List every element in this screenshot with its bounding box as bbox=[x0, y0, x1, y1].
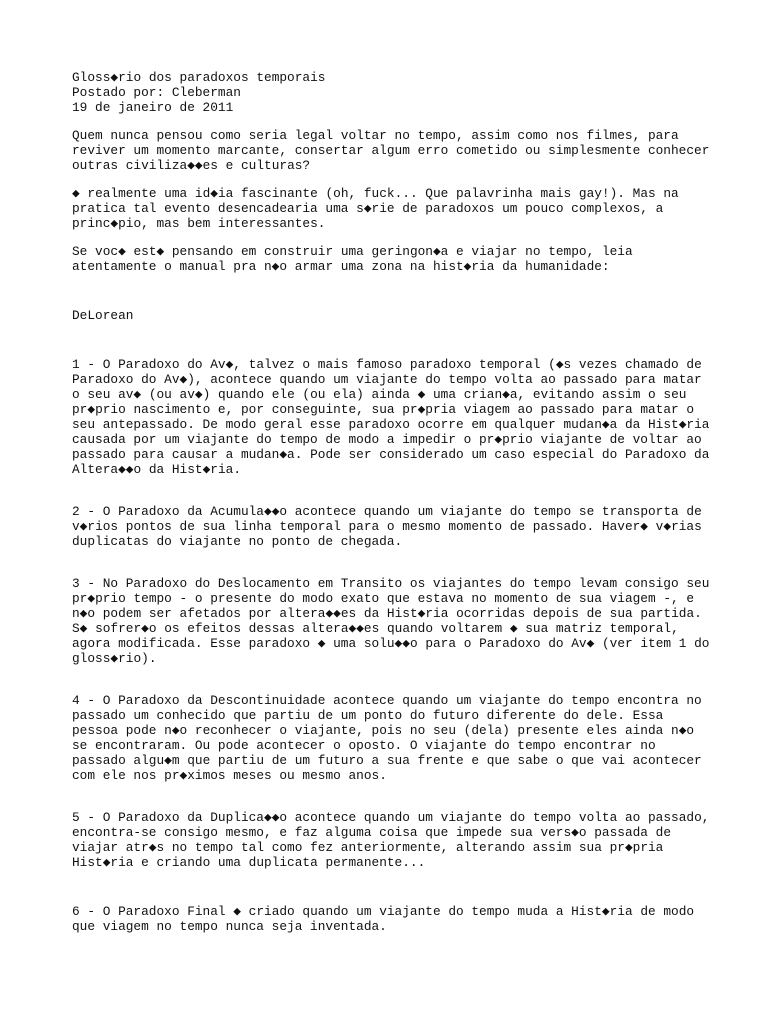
post-header bbox=[72, 70, 712, 115]
paragraph-3 bbox=[72, 244, 712, 274]
glossary-item-3 bbox=[72, 576, 712, 666]
text-line: v◆rios pontos de sua linha temporal para o mesmo momento de passado. Haver◆ v◆rias bbox=[72, 519, 702, 534]
post-title: Gloss◆rio dos paradoxos temporais bbox=[72, 70, 326, 85]
paragraph-2 bbox=[72, 186, 712, 231]
text-line: passado para causar a mudan◆a. Pode ser considerado um caso especial do Paradoxo da bbox=[72, 447, 710, 462]
text-line: Quem nunca pensou como seria legal voltar no tempo, assim como nos filmes, para bbox=[72, 128, 679, 143]
text-line: n◆o podem ser afetados por altera◆◆es da Hist◆ria ocorridas depois de sua partida. bbox=[72, 606, 702, 621]
document-page bbox=[72, 70, 712, 934]
text-line: 5 - O Paradoxo da Duplica◆◆o acontece quando um viajante do tempo volta ao passado, bbox=[72, 810, 710, 825]
text-line: 1 - O Paradoxo do Av◆, talvez o mais famoso paradoxo temporal (◆s vezes chamado de bbox=[72, 357, 702, 372]
text-line: atentamente o manual pra n◆o armar uma zona na hist◆ria da humanidade: bbox=[72, 259, 610, 274]
text-line: Altera◆◆o da Hist◆ria. bbox=[72, 462, 242, 477]
text-line: causada por um viajante do tempo de modo a impedir o pr◆prio viajante de voltar ao bbox=[72, 432, 702, 447]
text-line: princ◆pio, mas bem interessantes. bbox=[72, 216, 326, 231]
text-line: S◆ sofrer◆o os efeitos dessas altera◆◆es quando voltarem ◆ sua matriz temporal, bbox=[72, 621, 679, 636]
text-line: viajar atr◆s no tempo tal como fez anteriormente, alterando assim sua pr◆pria bbox=[72, 840, 664, 855]
text-line: seu antepassado. De modo geral esse paradoxo ocorre em qualquer mudan◆a da Hist◆ria bbox=[72, 417, 710, 432]
glossary-item-4 bbox=[72, 693, 712, 783]
text-line: Paradoxo do Av◆), acontece quando um viajante do tempo volta ao passado para matar bbox=[72, 372, 702, 387]
text-line: se encontraram. Ou pode acontecer o oposto. O viajante do tempo encontrar no bbox=[72, 738, 656, 753]
text-line: com ele nos pr◆ximos meses ou mesmo anos. bbox=[72, 768, 387, 783]
text-line: passado algu◆m que partiu de um futuro a sua frente e que sabe o que vai acontecer bbox=[72, 753, 702, 768]
text-line: 3 - No Paradoxo do Deslocamento em Transito os viajantes do tempo levam consigo seu bbox=[72, 576, 710, 591]
text-line: outras civiliza◆◆es e culturas? bbox=[72, 158, 311, 173]
post-date: 19 de janeiro de 2011 bbox=[72, 100, 234, 115]
text-line: que viagem no tempo nunca seja inventada. bbox=[72, 919, 387, 934]
post-author: Postado por: Cleberman bbox=[72, 85, 241, 100]
glossary-item-5 bbox=[72, 810, 712, 870]
text-line: pr◆prio nascimento e, por conseguinte, sua pr◆pria viagem ao passado para matar o bbox=[72, 402, 695, 417]
text-line: pratica tal evento desencadearia uma s◆rie de paradoxos um pouco complexos, a bbox=[72, 201, 664, 216]
intro-paragraph bbox=[72, 128, 712, 173]
text-line: pessoa pode n◆o reconhecer o viajante, pois no seu (dela) presente eles ainda n◆o bbox=[72, 723, 695, 738]
text-line: o seu av◆ (ou av◆) quando ele (ou ela) ainda ◆ uma crian◆a, evitando assim o seu bbox=[72, 387, 687, 402]
section-heading: DeLorean bbox=[72, 308, 134, 323]
text-line: 4 - O Paradoxo da Descontinuidade acontece quando um viajante do tempo encontra no bbox=[72, 693, 702, 708]
text-line: encontra-se consigo mesmo, e faz alguma coisa que impede sua vers◆o passada de bbox=[72, 825, 672, 840]
text-line: Se voc◆ est◆ pensando em construir uma geringon◆a e viajar no tempo, leia bbox=[72, 244, 633, 259]
glossary-item-6 bbox=[72, 904, 712, 934]
text-line: passado um conhecido que partiu de um ponto do futuro diferente do dele. Essa bbox=[72, 708, 664, 723]
text-line: 6 - O Paradoxo Final ◆ criado quando um viajante do tempo muda a Hist◆ria de modo bbox=[72, 904, 695, 919]
text-line: pr◆prio tempo - o presente do modo exato que estava no momento de sua viagem -, e bbox=[72, 591, 695, 606]
section-delorean bbox=[72, 308, 712, 323]
text-line: 2 - O Paradoxo da Acumula◆◆o acontece quando um viajante do tempo se transporta de bbox=[72, 504, 702, 519]
text-line: reviver um momento marcante, consertar algum erro cometido ou simplesmente conhecer bbox=[72, 143, 710, 158]
text-line: agora modificada. Esse paradoxo ◆ uma solu◆◆o para o Paradoxo do Av◆ (ver item 1 do bbox=[72, 636, 710, 651]
text-line: Hist◆ria e criando uma duplicata permanente... bbox=[72, 855, 426, 870]
text-line: duplicatas do viajante no ponto de chegada. bbox=[72, 534, 403, 549]
text-line: gloss◆rio). bbox=[72, 651, 157, 666]
text-line: ◆ realmente uma id◆ia fascinante (oh, fuck... Que palavrinha mais gay!). Mas na bbox=[72, 186, 679, 201]
glossary-item-2 bbox=[72, 504, 712, 549]
glossary-item-1 bbox=[72, 357, 712, 477]
